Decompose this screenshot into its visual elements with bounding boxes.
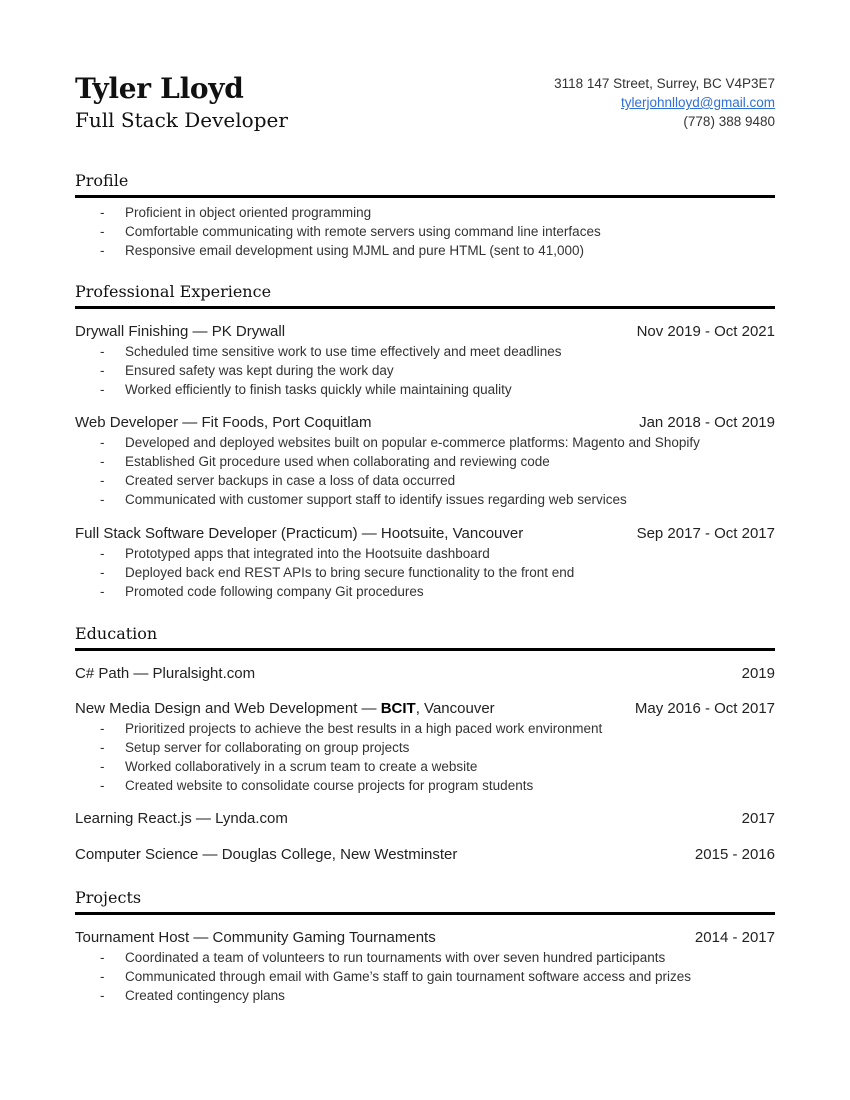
project-entry	[75, 928, 775, 1005]
entry-header	[75, 524, 775, 544]
profile-entry	[75, 203, 775, 260]
list-item: - Prototyped apps that integrated into the Hootsuite dashboard	[75, 544, 775, 563]
phone: (778) 388 9480	[683, 114, 775, 129]
entry-title: Web Developer — Fit Foods, Port Coquitlam	[75, 414, 372, 431]
entry-header	[75, 809, 775, 829]
experience-entry	[75, 322, 775, 399]
list-item: - Responsive email development using MJML and pure HTML (sent to 41,000)	[75, 241, 775, 260]
experience-entry	[75, 413, 775, 509]
section-divider	[75, 648, 775, 651]
entry-title: Learning React.js — Lynda.com	[75, 810, 288, 827]
entry-dates: May 2016 - Oct 2017	[634, 700, 775, 717]
list-item: - Created contingency plans	[75, 986, 775, 1005]
entry-title: Tournament Host — Community Gaming Tournaments	[75, 929, 436, 946]
list-item: - Deployed back end REST APIs to bring secure functionality to the front end	[75, 563, 775, 582]
entry-title: C# Path — Pluralsight.com	[75, 665, 256, 682]
entry-dates: Nov 2019 - Oct 2021	[636, 323, 775, 340]
list-item: - Ensured safety was kept during the work day	[75, 361, 775, 380]
list-item: - Worked collaboratively in a scrum team to create a website	[75, 757, 775, 776]
section-divider	[75, 195, 775, 198]
section-title-profile: Profile	[75, 171, 129, 190]
entry-dates: 2015 - 2016	[694, 846, 775, 863]
entry-title: Computer Science — Douglas College, New Westminster	[75, 846, 458, 863]
entry-dates: 2017	[741, 810, 775, 827]
section-title-education: Education	[75, 624, 158, 643]
section-title-experience: Professional Experience	[75, 282, 272, 301]
list-item: - Worked efficiently to finish tasks quickly while maintaining quality	[75, 380, 775, 399]
candidate-name: Tyler Lloyd	[75, 72, 244, 105]
entry-dates: Sep 2017 - Oct 2017	[636, 525, 775, 542]
list-item: - Created server backups in case a loss of data occurred	[75, 471, 775, 490]
entry-title: Drywall Finishing — PK Drywall	[75, 323, 286, 340]
profile-list	[75, 203, 775, 260]
institution-name: BCIT	[380, 700, 416, 717]
entry-header	[75, 413, 775, 433]
education-entry	[75, 699, 775, 795]
entry-dates: Jan 2018 - Oct 2019	[639, 414, 775, 431]
list-item: - Created website to consolidate course projects for program students	[75, 776, 775, 795]
entry-list	[75, 948, 775, 1005]
experience-entry	[75, 524, 775, 601]
entry-list	[75, 544, 775, 601]
address: 3118 147 Street, Surrey, BC V4P3E7	[554, 76, 775, 91]
entry-header	[75, 664, 775, 684]
entry-title: Full Stack Software Developer (Practicum) — Hootsuite, Vancouver	[75, 525, 524, 542]
entry-dates: 2019	[741, 665, 775, 682]
list-item: - Setup server for collaborating on group projects	[75, 738, 775, 757]
list-item: - Proficient in object oriented programming	[75, 203, 775, 222]
candidate-role: Full Stack Developer	[75, 108, 288, 132]
section-divider	[75, 912, 775, 915]
entry-list	[75, 719, 775, 795]
entry-header	[75, 845, 775, 865]
list-item: - Scheduled time sensitive work to use time effectively and meet deadlines	[75, 342, 775, 361]
contact-info	[554, 74, 775, 131]
email-link[interactable]: tylerjohnlloyd@gmail.com	[620, 95, 775, 110]
education-entry	[75, 664, 775, 684]
entry-title-pre: New Media Design and Web Development —	[75, 700, 381, 717]
list-item: - Prioritized projects to achieve the best results in a high paced work environment	[75, 719, 775, 738]
entry-header	[75, 322, 775, 342]
list-item: - Coordinated a team of volunteers to run tournaments with over seven hundred participants	[75, 948, 775, 967]
education-entry	[75, 845, 775, 865]
entry-header	[75, 699, 775, 719]
entry-title	[75, 699, 495, 719]
education-entry	[75, 809, 775, 829]
list-item: - Promoted code following company Git procedures	[75, 582, 775, 601]
entry-title-post: , Vancouver	[415, 700, 495, 717]
entry-list	[75, 433, 775, 509]
list-item: - Established Git procedure used when collaborating and reviewing code	[75, 452, 775, 471]
section-divider	[75, 306, 775, 309]
list-item: - Communicated with customer support staff to identify issues regarding web services	[75, 490, 775, 509]
list-item: - Developed and deployed websites built on popular e-commerce platforms: Magento and Shopify	[75, 433, 775, 452]
entry-dates: 2014 - 2017	[694, 929, 775, 946]
section-title-projects: Projects	[75, 888, 142, 907]
list-item: - Comfortable communicating with remote servers using command line interfaces	[75, 222, 775, 241]
entry-header	[75, 928, 775, 948]
entry-list	[75, 342, 775, 399]
list-item: - Communicated through email with Game’s staff to gain tournament software access and prizes	[75, 967, 775, 986]
